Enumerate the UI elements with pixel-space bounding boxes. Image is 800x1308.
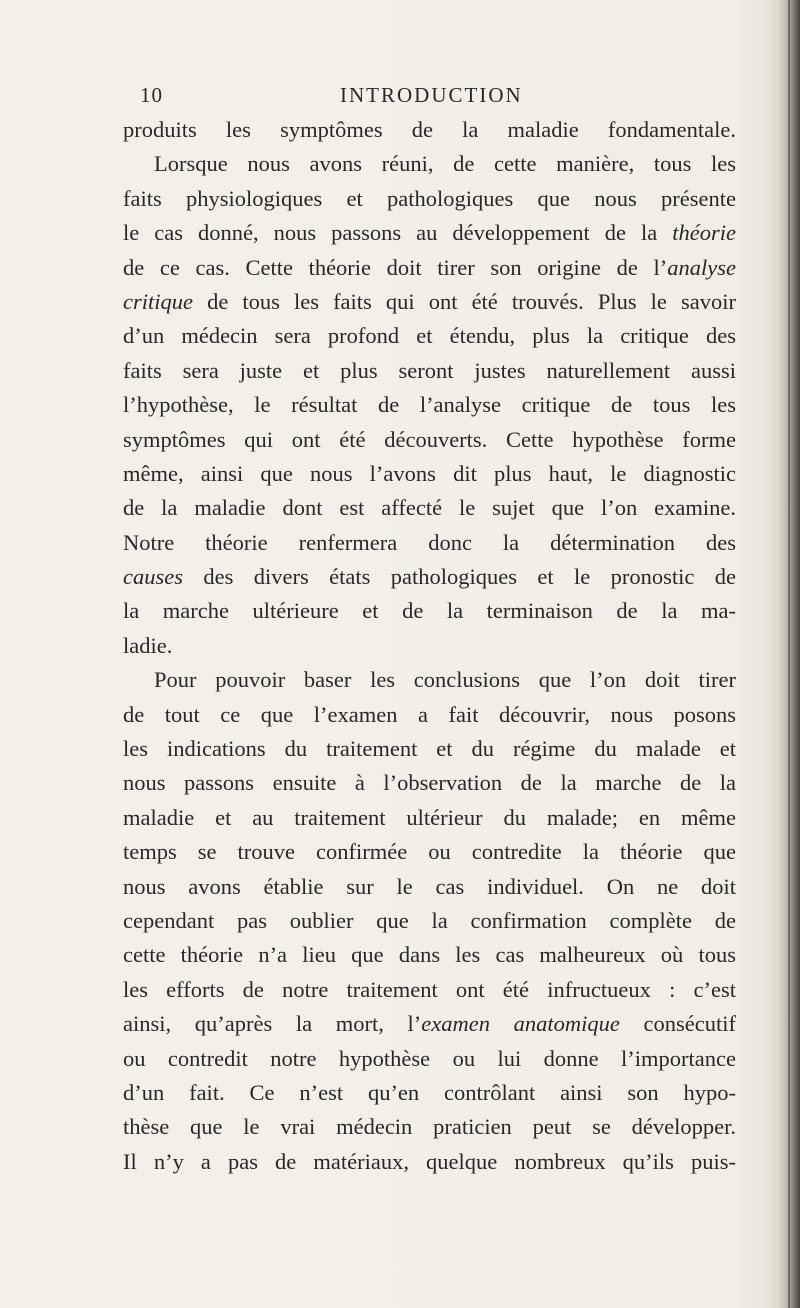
text-segment: Notre théorie renfermera donc la détermination des bbox=[123, 529, 736, 555]
italic-text: critique bbox=[123, 288, 193, 314]
text-segment: consécutif bbox=[619, 1011, 736, 1037]
text-segment: de ce cas. Cette théorie doit tirer son origine de l’ bbox=[123, 254, 668, 280]
text-line bbox=[123, 732, 736, 766]
text-line bbox=[123, 113, 736, 147]
text-line bbox=[123, 423, 736, 457]
text-segment: de tous les faits qui ont été trouvés. Plus le savoir bbox=[192, 288, 736, 314]
text-segment: temps se trouve confirmée ou contredite la théorie que bbox=[123, 839, 736, 865]
page-number: 10 bbox=[140, 83, 163, 107]
italic-text: analyse bbox=[667, 254, 736, 280]
text-segment: même, ainsi que nous l’avons dit plus haut, le diagnostic bbox=[123, 460, 736, 486]
text-line bbox=[123, 1145, 736, 1179]
text-segment: d’un fait. Ce n’est qu’en contrôlant ainsi son hypo- bbox=[123, 1079, 736, 1105]
text-line bbox=[123, 629, 736, 663]
text-line bbox=[123, 285, 736, 319]
text-line bbox=[123, 938, 736, 972]
text-segment: thèse que le vrai médecin praticien peut se développer. bbox=[123, 1114, 736, 1140]
text-segment: produits les symptômes de la maladie fondamentale. bbox=[123, 117, 736, 142]
page-header bbox=[140, 83, 710, 113]
text-segment: ladie. bbox=[123, 632, 173, 658]
text-line bbox=[123, 594, 736, 628]
text-line bbox=[123, 1076, 736, 1110]
text-line bbox=[123, 973, 736, 1007]
text-line bbox=[123, 526, 736, 560]
text-line bbox=[123, 457, 736, 491]
text-line bbox=[123, 354, 736, 388]
text-line bbox=[123, 1042, 736, 1076]
running-head: INTRODUCTION bbox=[340, 83, 523, 107]
text-line bbox=[123, 698, 736, 732]
text-segment: maladie et au traitement ultérieur du malade; en même bbox=[123, 804, 736, 830]
text-segment: le cas donné, nous passons au développement de la bbox=[123, 220, 673, 246]
text-segment: cette théorie n’a lieu que dans les cas malheureux où tous bbox=[123, 942, 736, 968]
text-segment: la marche ultérieure et de la terminaison de la ma- bbox=[123, 598, 736, 624]
text-segment: nous passons ensuite à l’observation de la marche de la bbox=[123, 770, 736, 796]
text-segment: Il n’y a pas de matériaux, quelque nombreux qu’ils puis- bbox=[123, 1148, 736, 1174]
body-text bbox=[123, 113, 736, 1179]
text-line bbox=[123, 870, 736, 904]
text-segment: cependant pas oublier que la confirmation complète de bbox=[123, 907, 736, 933]
text-line bbox=[123, 319, 736, 353]
text-segment: les efforts de notre traitement ont été infructueux : c’est bbox=[123, 976, 736, 1002]
text-segment: nous avons établie sur le cas individuel. On ne doit bbox=[123, 873, 736, 899]
text-segment: de tout ce que l’examen a fait découvrir, nous posons bbox=[123, 701, 736, 727]
text-segment: les indications du traitement et du régime du malade et bbox=[123, 736, 736, 762]
text-segment: Lorsque nous avons réuni, de cette manière, tous les bbox=[154, 151, 736, 177]
text-line bbox=[123, 216, 736, 250]
italic-text: théorie bbox=[672, 220, 736, 246]
text-line bbox=[123, 1110, 736, 1144]
text-line bbox=[123, 147, 736, 181]
text-line bbox=[123, 182, 736, 216]
text-line bbox=[123, 1007, 736, 1041]
text-line bbox=[123, 251, 736, 285]
text-segment: symptômes qui ont été découverts. Cette hypothèse forme bbox=[123, 426, 736, 452]
text-segment: d’un médecin sera profond et étendu, plus la critique des bbox=[123, 323, 736, 349]
text-segment: l’hypothèse, le résultat de l’analyse critique de tous les bbox=[123, 392, 736, 418]
text-line bbox=[123, 904, 736, 938]
text-line bbox=[123, 388, 736, 422]
text-segment: faits physiologiques et pathologiques que nous présente bbox=[123, 185, 736, 211]
text-segment: des divers états pathologiques et le pronostic de bbox=[183, 564, 736, 590]
text-line bbox=[123, 491, 736, 525]
text-line bbox=[123, 560, 736, 594]
text-segment: Pour pouvoir baser les conclusions que l’on doit tirer bbox=[154, 667, 736, 693]
text-line bbox=[123, 835, 736, 869]
italic-text: causes bbox=[123, 564, 183, 590]
text-segment: ou contredit notre hypothèse ou lui donne l’importance bbox=[123, 1045, 736, 1071]
text-line bbox=[123, 766, 736, 800]
text-line bbox=[123, 801, 736, 835]
text-segment: ainsi, qu’après la mort, l’ bbox=[123, 1011, 422, 1037]
text-segment: de la maladie dont est affecté le sujet que l’on examine. bbox=[123, 495, 736, 521]
italic-text: examen anatomique bbox=[421, 1011, 620, 1037]
text-segment: faits sera juste et plus seront justes naturellement aussi bbox=[123, 357, 736, 383]
page-edge-line bbox=[788, 0, 790, 1308]
text-line bbox=[123, 663, 736, 697]
